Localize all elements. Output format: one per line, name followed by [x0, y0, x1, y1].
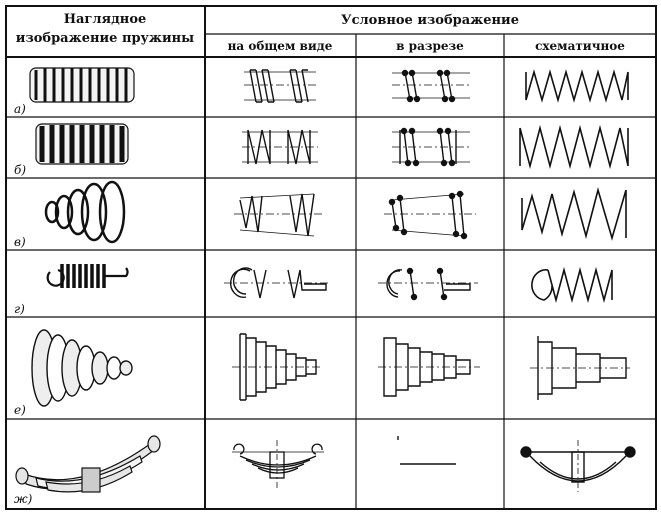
row-v-schematic — [522, 190, 626, 238]
header-col1-line1: Наглядное — [63, 12, 147, 27]
row-label-b: б) — [14, 163, 27, 177]
row-label-g: г) — [14, 302, 25, 316]
row-b-section-view — [392, 129, 470, 166]
row-a-section-view — [392, 71, 470, 102]
row-v-pictorial-spring — [46, 182, 124, 242]
row-e-section-view — [378, 338, 480, 396]
row-a-pictorial-spring — [30, 68, 134, 102]
row-v-section-view — [384, 192, 476, 239]
row-b-schematic — [520, 128, 628, 166]
header-general-view: на общем виде — [227, 39, 333, 53]
row-label-zh: ж) — [14, 492, 33, 506]
header-section: в разрезе — [396, 39, 464, 53]
row-g-section-view — [378, 269, 478, 300]
row-e-general-view — [232, 334, 322, 400]
row-a-general-view — [244, 70, 316, 102]
row-zh-pictorial-spring — [16, 436, 160, 492]
row-g-schematic — [532, 270, 612, 300]
row-zh-schematic — [521, 440, 635, 492]
row-g-general-view — [224, 268, 328, 298]
row-zh-general-view — [232, 440, 324, 490]
row-b-pictorial-spring — [36, 124, 128, 164]
row-label-a: а) — [14, 102, 26, 116]
header-group: Условное изображение — [341, 13, 519, 28]
row-g-pictorial-spring — [48, 264, 128, 288]
row-label-v: в) — [14, 235, 26, 249]
row-e-pictorial-spring — [32, 330, 132, 406]
row-zh-section-view — [398, 436, 456, 464]
header-col1-line2: изображение пружины — [15, 31, 195, 46]
row-e-schematic — [530, 336, 630, 400]
row-label-e: е) — [14, 403, 26, 417]
row-a-schematic — [526, 72, 628, 100]
header-schematic: схематичное — [535, 39, 625, 53]
row-v-general-view — [234, 194, 324, 236]
row-b-general-view — [242, 130, 318, 164]
